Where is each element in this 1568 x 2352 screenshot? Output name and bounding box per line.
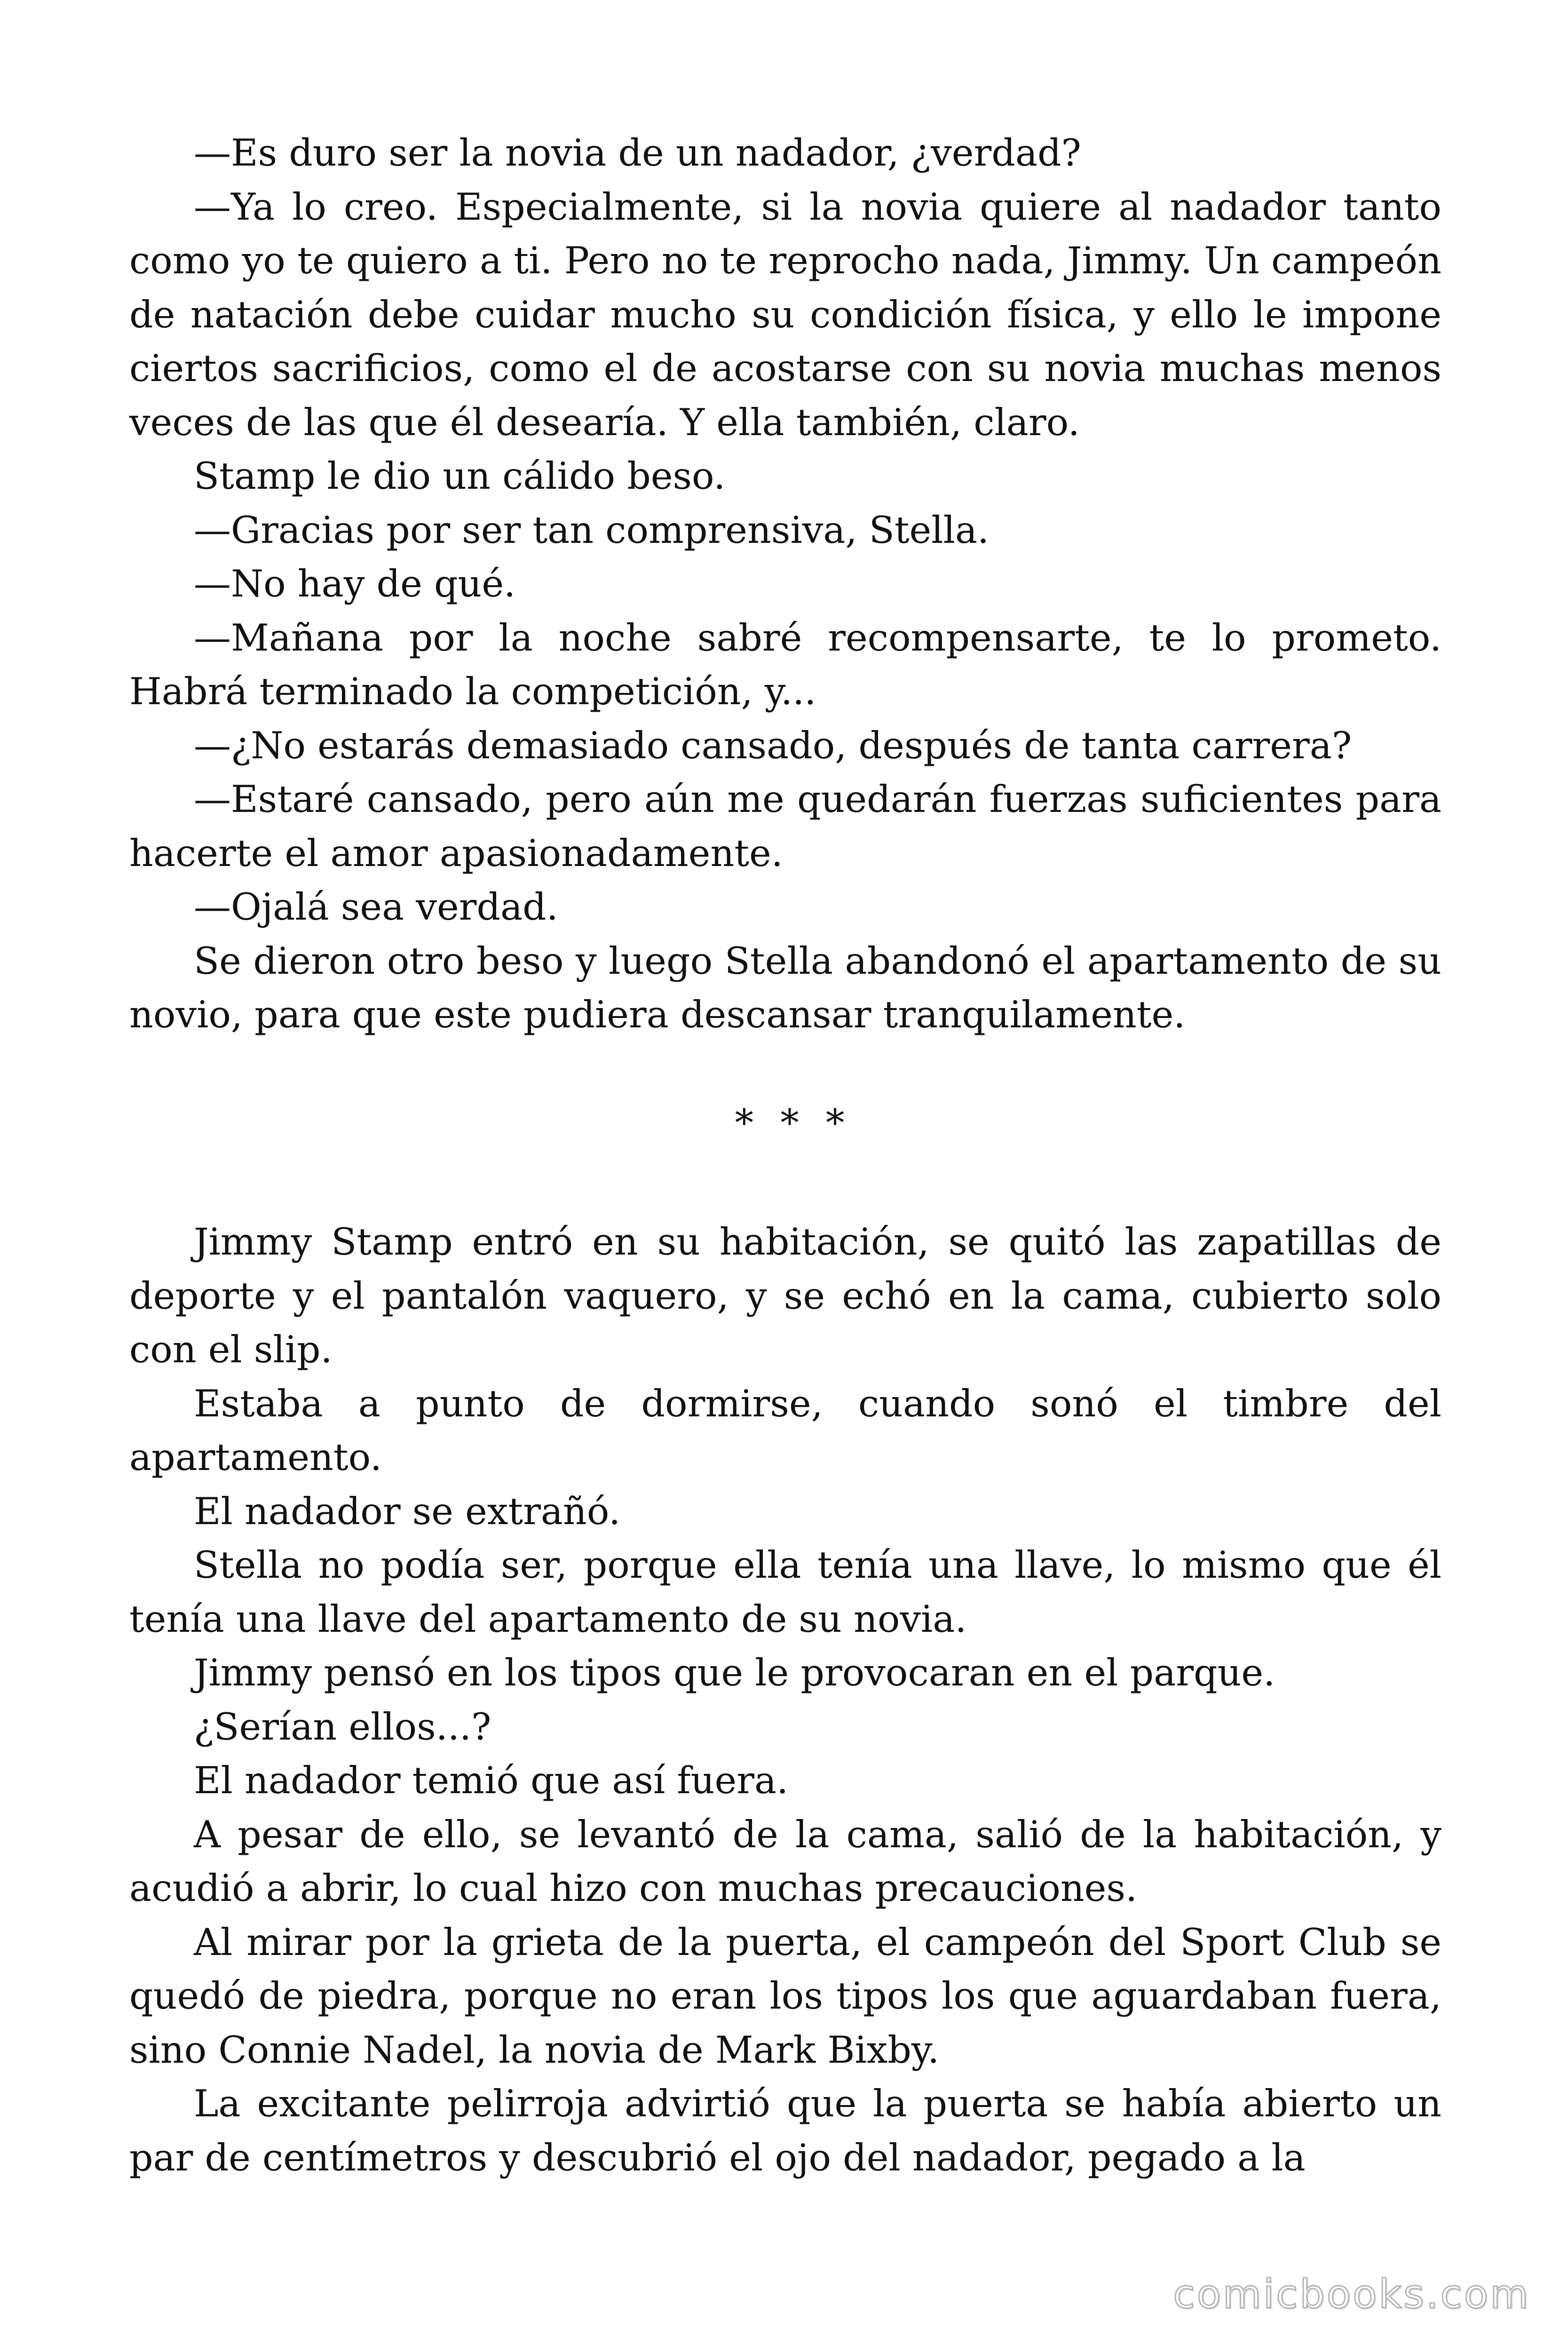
paragraph: La excitante pelirroja advirtió que la puerta se había abierto un par de centímetros y descubrió el ojo del nadador, pegado a la [129,2082,1441,2179]
paragraph: Stamp le dio un cálido beso. [194,454,726,498]
text-block-bottom [129,1215,1441,2185]
paragraph: Se dieron otro beso y luego Stella abandonó el apartamento de su novio, para que este pudiera descansar tranquilamente. [129,939,1441,1036]
paragraph: —Es duro ser la novia de un nadador, ¿verdad? [194,131,1081,175]
paragraph: Jimmy Stamp entró en su habitación, se quitó las zapatillas de deporte y el pantalón vaquero, y se echó en la cama, cubierto solo con el slip. [129,1220,1441,1371]
paragraph: El nadador temió que así fuera. [194,1759,789,1802]
paragraph: —No hay de qué. [194,562,516,605]
paragraph: —Ojalá sea verdad. [194,885,558,929]
paragraph: A pesar de ello, se levantó de la cama, salió de la habitación, y acudió a abrir, lo cual hizo con muchas precauciones. [129,1812,1441,1910]
paragraph: —Estaré cansado, pero aún me quedarán fuerzas suficientes para hacerte el amor apasionadamente. [129,778,1441,875]
paragraph: El nadador se extrañó. [194,1489,621,1533]
paragraph: —Mañana por la noche sabré recompensarte, te lo prometo. Habrá terminado la competición, y... [129,616,1441,713]
paragraph: Estaba a punto de dormirse, cuando sonó el timbre del apartamento. [129,1382,1441,1479]
paragraph: —¿No estarás demasiado cansado, después de tanta carrera? [194,723,1352,767]
paragraph: Stella no podía ser, porque ella tenía una llave, lo mismo que él tenía una llave del apartamento de su novia. [129,1543,1441,1641]
watermark: comicbooks.com [1173,2271,1530,2317]
text-block-top [129,126,1441,1042]
paragraph: Al mirar por la grieta de la puerta, el campeón del Sport Club se quedó de piedra, porque no eran los tipos los que aguardaban fuera, sino Connie Nadel, la novia de Mark Bixby. [129,1920,1441,2072]
paragraph: —Ya lo creo. Especialmente, si la novia quiere al nadador tanto como yo te quiero a ti. Pero no te reprocho nada, Jimmy. Un campeón de natación debe cuidar mucho su condición física, y ello le impone ciertos sacrificios, como el de acostarse con su novia muchas menos veces de las que él desearía. Y ella también, claro. [129,185,1441,444]
paragraph: —Gracias por ser tan comprensiva, Stella. [194,508,990,552]
scene-break-separator: * * * [735,1101,852,1144]
paragraph: Jimmy pensó en los tipos que le provocaran en el parque. [194,1651,1275,1694]
paragraph: ¿Serían ellos...? [194,1705,491,1748]
